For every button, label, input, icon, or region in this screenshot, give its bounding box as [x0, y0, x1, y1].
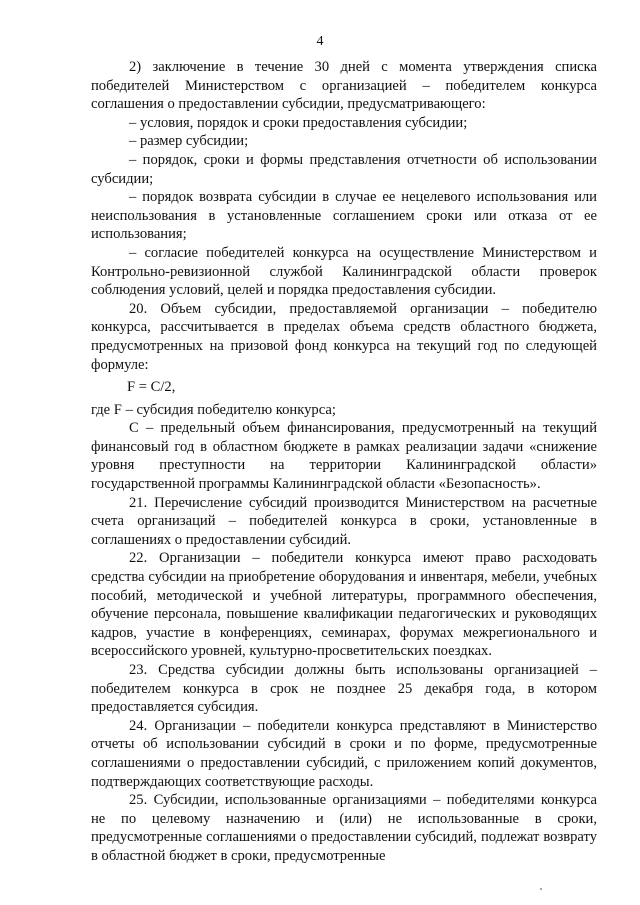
paragraph-20: 20. Объем субсидии, предоставляемой организации – победителю конкурса, рассчитывается в пределах объема средств областного бюджета, предусмотренных на призовой фонд конкурса на текущий год по следующей формуле: — [91, 300, 597, 373]
paragraph-item-2: 2) заключение в течение 30 дней с момента утверждения списка победителей Министерством с организацией – победителем конкурса соглашения о предоставлении субсидии, предусматривающего: — [91, 59, 597, 113]
where-line: где F – субсидия победителю конкурса; — [91, 401, 336, 418]
paragraph-25: 25. Субсидии, использованные организациями – победителями конкурса не по целевому назначению и (или) не использованные в сроки, предусмотренные соглашениями о предоставлении субсидий, подлежат возврату в областной бюджет в сроки, предусмотренные — [91, 792, 597, 864]
page-number: 4 — [316, 34, 324, 49]
paragraph-23: 23. Средства субсидии должны быть использованы организацией – победителем конкурса в срок не позднее 25 декабря года, в котором предоставляется субсидия. — [91, 662, 597, 716]
paragraph-24: 24. Организации – победители конкурса представляют в Министерство отчеты об использовании субсидий в сроки и по форме, предусмотренные соглашениями о предоставлении субсидий, с приложением копий документов, подтверждающих соответствующие расходы. — [91, 717, 597, 790]
paragraph-22: 22. Организации – победители конкурса имеют право расходовать средства субсидии на приобретение оборудования и инвентаря, мебели, учебных пособий, методической и учебной литературы, программного обеспечения, обучение персонала, повышение квалификации педагогических и руководящих кадров, участие в конференциях, семинарах, форумах межрегионального и всероссийского уровней, культурно-просветительских поездках. — [91, 550, 597, 660]
scan-speck — [540, 888, 542, 890]
paragraph-21: 21. Перечисление субсидий производится Министерством на расчетные счета организаций – победителей конкурса в сроки, установленные в соглашениях о предоставлении субсидий. — [91, 494, 597, 548]
list-item: – порядок возврата субсидии в случае ее нецелевого использования или неиспользования в установленные соглашением сроки или отказа от ее использования; — [91, 189, 597, 243]
list-item: – размер субсидии; — [129, 133, 249, 150]
paragraph-c-definition: C – предельный объем финансирования, предусмотренный на текущий финансовый год в областном бюджете в рамках реализации задачи «снижение уровня преступности на территории Калининградской области» государственной программы Калининградской области «Безопасность». — [91, 420, 597, 493]
document-body — [91, 58, 597, 866]
formula: F = C/2, — [127, 379, 176, 396]
list-item: – условия, порядок и сроки предоставления субсидии; — [129, 114, 468, 131]
list-item: – порядок, сроки и формы представления отчетности об использовании субсидии; — [91, 151, 597, 187]
list-item: – согласие победителей конкурса на осуществление Министерством и Контрольно-ревизионной службой Калининградской области проверок соблюдения условий, целей и порядка предоставления субсидии. — [91, 244, 597, 299]
